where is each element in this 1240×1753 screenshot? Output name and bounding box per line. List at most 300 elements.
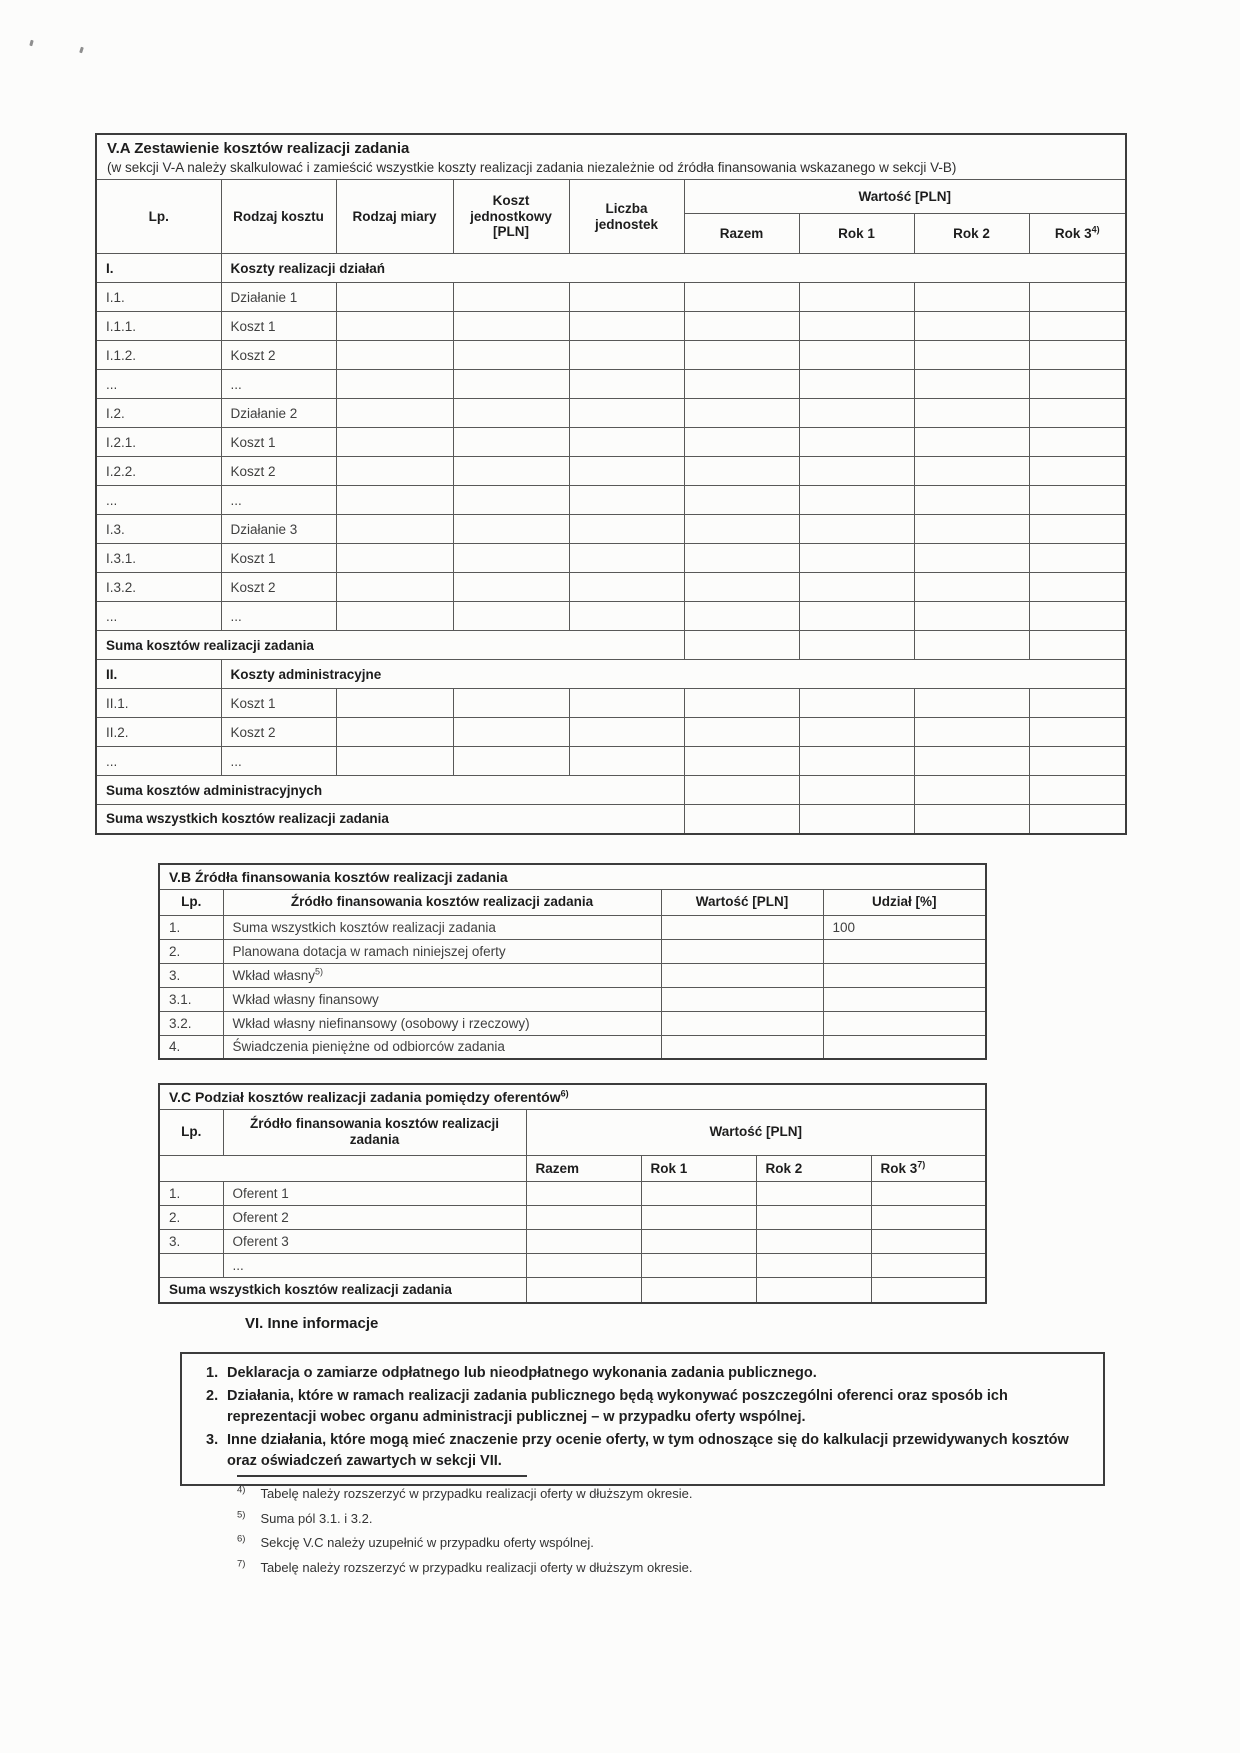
vb-row — [159, 939, 986, 963]
cell-offeror: ... — [223, 1253, 526, 1277]
va-sum-label: Suma kosztów administracyjnych — [96, 776, 684, 805]
cell-value-total — [684, 544, 799, 573]
cell-lp: 1. — [159, 915, 223, 939]
cell-value-year1 — [799, 747, 914, 776]
cell-value-year3 — [1029, 283, 1126, 312]
vi-item-number: 1. — [206, 1365, 219, 1381]
cell-source: Suma wszystkich kosztów realizacji zadania — [223, 915, 661, 939]
va-section-label: Koszty realizacji działań — [221, 254, 1126, 283]
cell-value-total — [526, 1277, 641, 1303]
cell-value-total — [526, 1229, 641, 1253]
column-header-lp: Lp. — [159, 1109, 223, 1155]
column-header-value-pln: Wartość [PLN] — [526, 1109, 986, 1155]
va-cost-row — [96, 486, 1126, 515]
column-header-source: Źródło finansowania kosztów realizacji zadania — [223, 889, 661, 915]
cell-unit-type — [336, 283, 453, 312]
cell-value-year2 — [914, 631, 1029, 660]
cell-value-total — [684, 370, 799, 399]
cell-unit-cost — [453, 573, 569, 602]
cell-share — [823, 1011, 986, 1035]
cell-unit-count — [569, 602, 684, 631]
cell-value-total — [684, 776, 799, 805]
cell-unit-type — [336, 399, 453, 428]
cell-value-year1 — [799, 689, 914, 718]
cell-cost-type: Działanie 2 — [221, 399, 336, 428]
cell-unit-type — [336, 573, 453, 602]
column-header-lp: Lp. — [96, 180, 221, 254]
va-cost-row — [96, 747, 1126, 776]
cell-value-year2 — [914, 486, 1029, 515]
cell-lp: II. — [96, 660, 221, 689]
cell-offeror: Oferent 1 — [223, 1181, 526, 1205]
table-vb-financing-sources — [158, 863, 987, 1060]
cell-value-year1 — [799, 370, 914, 399]
cell-unit-type — [336, 718, 453, 747]
cell-value-year1 — [641, 1181, 756, 1205]
vi-item-text: Deklaracja o zamiarze odpłatnego lub nieodpłatnego wykonania zadania publicznego. — [227, 1365, 817, 1381]
vc-header-row-1 — [159, 1109, 986, 1155]
va-cost-row — [96, 370, 1126, 399]
cell-cost-type: ... — [221, 602, 336, 631]
vb-row — [159, 987, 986, 1011]
cell-value-year1 — [799, 341, 914, 370]
cell-lp: 1. — [159, 1181, 223, 1205]
cell-lp: 3. — [159, 963, 223, 987]
column-header-year1: Rok 1 — [799, 214, 914, 254]
section-vb-title: V.B Źródła finansowania kosztów realizacji zadania — [159, 864, 986, 889]
cell-value-year1 — [799, 573, 914, 602]
cell-value-total — [684, 283, 799, 312]
cell-lp: ... — [96, 370, 221, 399]
cell-cost-type: Koszt 1 — [221, 428, 336, 457]
cell-unit-type — [336, 428, 453, 457]
cell-unit-count — [569, 689, 684, 718]
cell-value-total — [684, 631, 799, 660]
footnote-ref-5: 5) — [315, 966, 324, 976]
cell-unit-count — [569, 515, 684, 544]
cell-value-year1 — [641, 1277, 756, 1303]
cell-share: 100 — [823, 915, 986, 939]
cell-value-year2 — [914, 312, 1029, 341]
cell-cost-type: Działanie 3 — [221, 515, 336, 544]
va-section-label: Koszty administracyjne — [221, 660, 1126, 689]
va-section-row — [96, 660, 1126, 689]
va-cost-row — [96, 312, 1126, 341]
cell-unit-cost — [453, 399, 569, 428]
va-cost-row — [96, 689, 1126, 718]
cell-unit-count — [569, 428, 684, 457]
cell-value-year2 — [914, 283, 1029, 312]
cell-unit-cost — [453, 428, 569, 457]
vc-row — [159, 1181, 986, 1205]
cell-value-total — [684, 428, 799, 457]
column-header-unit-type: Rodzaj miary — [336, 180, 453, 254]
cell-value-year2 — [914, 428, 1029, 457]
cell-lp: 4. — [159, 1035, 223, 1059]
cell-unit-cost — [453, 544, 569, 573]
cell-unit-count — [569, 312, 684, 341]
cell-unit-cost — [453, 718, 569, 747]
footnote-number: 6) — [237, 1533, 246, 1545]
cell-value-year3 — [1029, 631, 1126, 660]
table-va-costs — [95, 133, 1127, 835]
va-title-row — [96, 134, 1126, 180]
cell-share — [823, 987, 986, 1011]
footnotes-block — [237, 1475, 937, 1580]
cell-value-year3 — [1029, 370, 1126, 399]
cell-value-year2 — [914, 718, 1029, 747]
cell-unit-cost — [453, 486, 569, 515]
footnote-separator — [237, 1475, 527, 1477]
cell-lp: I.1. — [96, 283, 221, 312]
va-title-cell — [96, 134, 1126, 180]
cell-unit-type — [336, 689, 453, 718]
cell-value-total — [684, 718, 799, 747]
column-header-year1: Rok 1 — [641, 1155, 756, 1181]
cell-value — [661, 915, 823, 939]
table-vc-cost-split — [158, 1083, 987, 1304]
footnote — [237, 1482, 937, 1507]
section-va-subtitle: (w sekcji V-A należy skalkulować i zamieścić wszystkie koszty realizacji zadania niezależnie od źródła finansowania wskazanego w sekcji V-B) — [107, 160, 957, 175]
year3-label: Rok 3 — [880, 1160, 918, 1176]
cell-source: Świadczenia pieniężne od odbiorców zadania — [223, 1035, 661, 1059]
vb-title-row — [159, 864, 986, 889]
cell-unit-cost — [453, 283, 569, 312]
va-total-label: Suma wszystkich kosztów realizacji zadania — [96, 805, 684, 834]
cell-unit-count — [569, 341, 684, 370]
cell-lp: ... — [96, 486, 221, 515]
cell-value-total — [684, 689, 799, 718]
cell-value-year3 — [1029, 776, 1126, 805]
footnote-ref-6: 6) — [560, 1088, 569, 1099]
cell-value — [661, 1035, 823, 1059]
va-cost-row — [96, 457, 1126, 486]
cell-value-year3 — [1029, 399, 1126, 428]
cell-unit-cost — [453, 341, 569, 370]
cell-unit-type — [336, 747, 453, 776]
cell-value-year3 — [1029, 544, 1126, 573]
vb-row — [159, 1035, 986, 1059]
cell-value — [661, 1011, 823, 1035]
cell-lp: I.2.1. — [96, 428, 221, 457]
cell-share — [823, 939, 986, 963]
cell-value-year3 — [1029, 486, 1126, 515]
vc-sum-row — [159, 1277, 986, 1303]
cell-offeror: Oferent 3 — [223, 1229, 526, 1253]
vi-item-number: 2. — [206, 1388, 219, 1404]
cell-unit-type — [336, 341, 453, 370]
cell-unit-cost — [453, 457, 569, 486]
cell-value-year1 — [799, 515, 914, 544]
cell-value-year1 — [799, 631, 914, 660]
cell-unit-count — [569, 370, 684, 399]
vc-header-row-2 — [159, 1155, 986, 1181]
va-cost-row — [96, 399, 1126, 428]
va-cost-row — [96, 341, 1126, 370]
footnote-text: Sekcję V.C należy uzupełnić w przypadku oferty wspólnej. — [260, 1535, 594, 1550]
cell-lp: 3. — [159, 1229, 223, 1253]
cell-cost-type: Koszt 2 — [221, 341, 336, 370]
footnote-ref-7: 7) — [917, 1159, 926, 1169]
cell-cost-type: ... — [221, 486, 336, 515]
cell-lp: 2. — [159, 939, 223, 963]
column-header-total: Razem — [526, 1155, 641, 1181]
cell-source: Wkład własny finansowy — [223, 987, 661, 1011]
cell-value-year1 — [799, 283, 914, 312]
cell-value-total — [684, 747, 799, 776]
cell-value-total — [684, 341, 799, 370]
cell-value-total — [684, 399, 799, 428]
column-header-value-pln: Wartość [PLN] — [684, 180, 1126, 214]
cell-cost-type: Koszt 2 — [221, 457, 336, 486]
va-cost-row — [96, 428, 1126, 457]
cell-value-year2 — [914, 602, 1029, 631]
cell-share — [823, 963, 986, 987]
cell-cost-type: Działanie 1 — [221, 283, 336, 312]
cell-unit-count — [569, 747, 684, 776]
vi-item-text: Inne działania, które mogą mieć znaczenie przy ocenie oferty, w tym odnoszące się do kalkulacji przewidywanych kosztów oraz oświadczeń zawartych w sekcji VII. — [227, 1432, 1069, 1469]
cell-value-year2 — [756, 1277, 871, 1303]
vb-header-row — [159, 889, 986, 915]
vi-list-item — [190, 1363, 1087, 1384]
va-sum-row — [96, 776, 1126, 805]
cell-unit-type — [336, 312, 453, 341]
cell-value-total — [684, 573, 799, 602]
footnote — [237, 1531, 937, 1556]
cell-value-total — [526, 1253, 641, 1277]
cell-value-total — [684, 312, 799, 341]
cell-value — [661, 963, 823, 987]
cell-value-year2 — [914, 341, 1029, 370]
va-cost-row — [96, 515, 1126, 544]
cell-lp: I.1.2. — [96, 341, 221, 370]
vb-row — [159, 963, 986, 987]
cell-value-year2 — [914, 805, 1029, 834]
cell-value-year1 — [641, 1229, 756, 1253]
cell-value-year2 — [756, 1253, 871, 1277]
cell-value-year2 — [914, 689, 1029, 718]
cell-value-year3 — [1029, 805, 1126, 834]
va-sum-row — [96, 631, 1126, 660]
cell-unit-count — [569, 486, 684, 515]
cell-unit-type — [336, 486, 453, 515]
cell-value-year3 — [1029, 747, 1126, 776]
cell-value-year2 — [914, 776, 1029, 805]
cell-value-year1 — [799, 457, 914, 486]
cell-unit-count — [569, 573, 684, 602]
va-cost-row — [96, 283, 1126, 312]
cell-value-year2 — [756, 1205, 871, 1229]
section-va-title: V.A Zestawienie kosztów realizacji zadania — [107, 140, 410, 157]
header-spacer-cell — [159, 1155, 526, 1181]
cell-value-year2 — [914, 573, 1029, 602]
column-header-value-pln: Wartość [PLN] — [661, 889, 823, 915]
va-sum-label: Suma kosztów realizacji zadania — [96, 631, 684, 660]
cell-cost-type: Koszt 1 — [221, 312, 336, 341]
cell-value-year1 — [799, 776, 914, 805]
cell-value — [661, 939, 823, 963]
column-header-lp: Lp. — [159, 889, 223, 915]
va-section-row — [96, 254, 1126, 283]
cell-lp: 2. — [159, 1205, 223, 1229]
cell-value-year3 — [1029, 573, 1126, 602]
cell-value-year1 — [799, 428, 914, 457]
vc-sum-label: Suma wszystkich kosztów realizacji zadania — [159, 1277, 526, 1303]
cell-unit-type — [336, 544, 453, 573]
cell-unit-count — [569, 457, 684, 486]
footnote-number: 7) — [237, 1558, 246, 1570]
cell-value-year2 — [914, 457, 1029, 486]
vi-item-text: Działania, które w ramach realizacji zadania publicznego będą wykonywać poszczególni oferenci oraz sposób ich reprezentacji wobec organu administracji publicznej – w przypadku oferty wspólnej. — [227, 1388, 1008, 1425]
cell-lp: I.3.2. — [96, 573, 221, 602]
cell-cost-type: ... — [221, 747, 336, 776]
cell-value-year2 — [756, 1229, 871, 1253]
cell-value-year2 — [914, 399, 1029, 428]
va-header-row-1 — [96, 180, 1126, 214]
cell-value-year2 — [914, 370, 1029, 399]
cell-value-total — [684, 486, 799, 515]
cell-lp: I.2. — [96, 399, 221, 428]
cell-value-year1 — [799, 399, 914, 428]
cell-value-year3 — [1029, 602, 1126, 631]
cell-lp: I.3.1. — [96, 544, 221, 573]
source-label: Wkład własny — [232, 967, 316, 983]
cell-lp: I. — [96, 254, 221, 283]
cell-value-year1 — [799, 312, 914, 341]
va-cost-row — [96, 544, 1126, 573]
vb-row — [159, 915, 986, 939]
cell-value-year3 — [1029, 457, 1126, 486]
cell-lp: II.2. — [96, 718, 221, 747]
cell-cost-type: Koszt 2 — [221, 573, 336, 602]
va-cost-row — [96, 602, 1126, 631]
cell-value-year3 — [1029, 341, 1126, 370]
cell-unit-cost — [453, 312, 569, 341]
cell-value-year3 — [1029, 689, 1126, 718]
column-header-cost-type: Rodzaj kosztu — [221, 180, 336, 254]
cell-value-year2 — [914, 515, 1029, 544]
cell-cost-type: Koszt 1 — [221, 544, 336, 573]
va-cost-row — [96, 573, 1126, 602]
cell-unit-cost — [453, 689, 569, 718]
footnote-text: Tabelę należy rozszerzyć w przypadku realizacji oferty w dłuższym okresie. — [260, 1559, 693, 1575]
cell-unit-cost — [453, 370, 569, 399]
cell-value-total — [684, 515, 799, 544]
cell-unit-type — [336, 370, 453, 399]
cell-cost-type: Koszt 2 — [221, 718, 336, 747]
footnote — [237, 1507, 937, 1532]
column-header-year2: Rok 2 — [914, 214, 1029, 254]
column-header-unit-count: Liczba jednostek — [569, 180, 684, 254]
cell-value-year1 — [799, 805, 914, 834]
cell-value-year1 — [641, 1253, 756, 1277]
cell-cost-type: Koszt 1 — [221, 689, 336, 718]
vc-title-row — [159, 1084, 986, 1109]
cell-unit-count — [569, 399, 684, 428]
vb-row — [159, 1011, 986, 1035]
va-total-row — [96, 805, 1126, 834]
section-vi-title: VI. Inne informacje — [245, 1315, 379, 1332]
vi-item-number: 3. — [206, 1432, 219, 1448]
cell-cost-type: ... — [221, 370, 336, 399]
column-header-year3 — [1029, 214, 1126, 254]
cell-value-year3 — [1029, 312, 1126, 341]
cell-value-year1 — [799, 544, 914, 573]
cell-lp: II.1. — [96, 689, 221, 718]
column-header-unit-cost: Koszt jednostkowy [PLN] — [453, 180, 569, 254]
cell-value — [661, 987, 823, 1011]
cell-unit-cost — [453, 515, 569, 544]
vc-row — [159, 1253, 986, 1277]
cell-unit-type — [336, 515, 453, 544]
cell-unit-cost — [453, 747, 569, 776]
cell-value-year3 — [871, 1277, 986, 1303]
scan-speck — [29, 40, 33, 47]
cell-unit-count — [569, 718, 684, 747]
cell-value-year2 — [756, 1181, 871, 1205]
cell-unit-count — [569, 283, 684, 312]
cell-unit-type — [336, 602, 453, 631]
column-header-year3 — [871, 1155, 986, 1181]
cell-value-total — [684, 805, 799, 834]
footnote-number: 4) — [237, 1484, 246, 1496]
cell-unit-cost — [453, 602, 569, 631]
column-header-share-pct: Udział [%] — [823, 889, 986, 915]
cell-value-total — [684, 602, 799, 631]
cell-lp: I.1.1. — [96, 312, 221, 341]
footnote-number: 5) — [237, 1509, 246, 1521]
cell-value-year3 — [871, 1253, 986, 1277]
cell-lp: I.2.2. — [96, 457, 221, 486]
scan-speck — [79, 47, 84, 54]
cell-source: Wkład własny niefinansowy (osobowy i rzeczowy) — [223, 1011, 661, 1035]
cell-value-total — [684, 457, 799, 486]
cell-value-year1 — [799, 602, 914, 631]
footnote-ref-4: 4) — [1091, 224, 1100, 235]
cell-unit-count — [569, 544, 684, 573]
cell-lp — [159, 1253, 223, 1277]
cell-unit-type — [336, 457, 453, 486]
cell-lp: 3.2. — [159, 1011, 223, 1035]
section-vi-box — [180, 1352, 1105, 1486]
vc-row — [159, 1229, 986, 1253]
cell-value-year3 — [1029, 428, 1126, 457]
cell-lp: ... — [96, 747, 221, 776]
cell-value-year3 — [871, 1229, 986, 1253]
vi-list-item — [190, 1430, 1087, 1472]
vc-row — [159, 1205, 986, 1229]
vi-list-item — [190, 1386, 1087, 1428]
cell-value-year2 — [914, 747, 1029, 776]
cell-value-year3 — [1029, 515, 1126, 544]
footnote-text: Tabelę należy rozszerzyć w przypadku realizacji oferty w dłuższym okresie. — [260, 1486, 693, 1501]
cell-lp: 3.1. — [159, 987, 223, 1011]
column-header-year2: Rok 2 — [756, 1155, 871, 1181]
cell-source: Planowana dotacja w ramach niniejszej oferty — [223, 939, 661, 963]
year3-label: Rok 3 — [1054, 225, 1092, 241]
cell-value-total — [526, 1205, 641, 1229]
cell-value-year3 — [871, 1205, 986, 1229]
cell-value-year3 — [871, 1181, 986, 1205]
cell-value-year1 — [641, 1205, 756, 1229]
column-header-source: Źródło finansowania kosztów realizacji zadania — [223, 1109, 526, 1155]
cell-lp: ... — [96, 602, 221, 631]
column-header-total: Razem — [684, 214, 799, 254]
cell-value-year1 — [799, 486, 914, 515]
cell-value-year3 — [1029, 718, 1126, 747]
cell-share — [823, 1035, 986, 1059]
cell-lp: I.3. — [96, 515, 221, 544]
